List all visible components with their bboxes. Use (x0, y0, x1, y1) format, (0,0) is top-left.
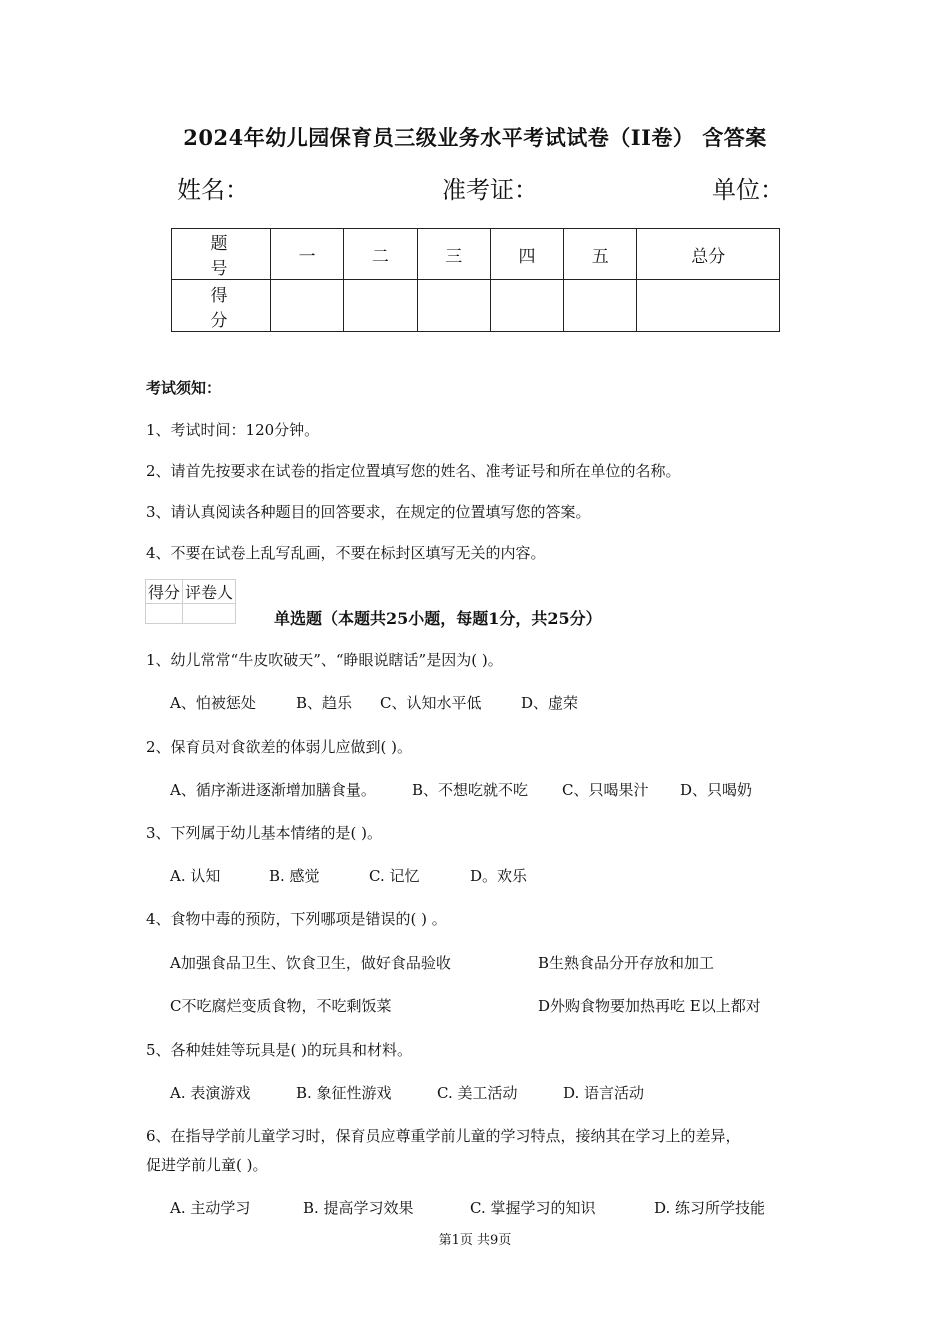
question-option[interactable]: D. 练习所学技能 (654, 1199, 766, 1217)
page-title: 2024年幼儿园保育员三级业务水平考试试卷（II卷） 含答案 (183, 125, 767, 150)
score-table-cell: 二 (344, 229, 417, 280)
page-footer: 第1页 共9页 (438, 1233, 512, 1248)
score-table (171, 228, 780, 332)
grader-box (145, 579, 236, 624)
score-table-cell: 三 (417, 229, 490, 280)
question-option[interactable]: A、怕被惩处 (170, 694, 256, 712)
grader-score-cell[interactable] (146, 604, 183, 624)
score-table-cell: 五 (564, 229, 637, 280)
question-option[interactable]: D。欢乐 (470, 867, 528, 885)
question-option[interactable]: A加强食品卫生、饮食卫生，做好食品验收 (170, 954, 451, 972)
question-option[interactable]: C. 记忆 (369, 867, 420, 885)
score-table-cell: 总分 (637, 229, 780, 280)
question-option[interactable]: B. 提高学习效果 (303, 1199, 414, 1217)
score-entry-cell[interactable] (490, 280, 563, 332)
notice-item: 1、考试时间：120分钟。 (146, 421, 320, 439)
question-option[interactable]: B. 感觉 (269, 867, 320, 885)
question-option[interactable]: A. 认知 (170, 867, 221, 885)
exam-id-label: 准考证： (442, 176, 538, 204)
question-option[interactable]: B、趋乐 (296, 694, 353, 712)
question-option[interactable]: C不吃腐烂变质食物，不吃剩饭菜 (170, 997, 392, 1015)
question-option[interactable]: C、只喝果汁 (562, 781, 649, 799)
score-table-cell: 题 号 (172, 229, 271, 280)
notice-title: 考试须知： (146, 379, 222, 397)
question-option[interactable]: D、只喝奶 (680, 781, 753, 799)
question-option[interactable]: C、认知水平低 (380, 694, 482, 712)
question-option[interactable]: B. 象征性游戏 (296, 1084, 392, 1102)
grader-score-label: 得分 (146, 580, 183, 604)
question-stem: 5、各种娃娃等玩具是( )的玩具和材料。 (146, 1041, 413, 1059)
score-entry-cell[interactable] (637, 280, 780, 332)
question-option[interactable]: D. 语言活动 (563, 1084, 645, 1102)
question-option[interactable]: D外购食物要加热再吃 E以上都对 (538, 997, 761, 1015)
score-entry-cell[interactable] (344, 280, 417, 332)
score-table-cell: 四 (490, 229, 563, 280)
name-label: 姓名： (177, 176, 249, 204)
score-entry-cell[interactable] (417, 280, 490, 332)
question-stem: 6、在指导学前儿童学习时，保育员应尊重学前儿童的学习特点，接纳其在学习上的差异， (146, 1127, 741, 1145)
question-option[interactable]: B生熟食品分开存放和加工 (538, 954, 715, 972)
grader-name-cell[interactable] (183, 604, 236, 624)
question-option[interactable]: D、虚荣 (521, 694, 579, 712)
question-option[interactable]: C. 掌握学习的知识 (470, 1199, 596, 1217)
notice-item: 4、不要在试卷上乱写乱画，不要在标封区填写无关的内容。 (146, 544, 546, 562)
question-stem: 2、保育员对食欲差的体弱儿应做到( )。 (146, 738, 413, 756)
score-table-score-row (172, 280, 780, 332)
score-table-header-row (172, 229, 780, 280)
question-option[interactable]: A. 表演游戏 (170, 1084, 251, 1102)
question-option[interactable]: A. 主动学习 (170, 1199, 251, 1217)
notice-item: 3、请认真阅读各种题目的回答要求，在规定的位置填写您的答案。 (146, 503, 591, 521)
question-option[interactable]: B、不想吃就不吃 (412, 781, 529, 799)
score-entry-cell[interactable] (271, 280, 344, 332)
section-title: 单选题（本题共25小题，每题1分，共25分） (274, 609, 602, 628)
score-table-cell: 一 (271, 229, 344, 280)
question-option[interactable]: A、循序渐进逐渐增加膳食量。 (170, 781, 376, 799)
question-stem: 促进学前儿童( )。 (146, 1156, 268, 1174)
question-stem: 3、下列属于幼儿基本情绪的是( )。 (146, 824, 383, 842)
grader-name-label: 评卷人 (183, 580, 236, 604)
score-entry-cell[interactable] (564, 280, 637, 332)
unit-label: 单位： (712, 176, 784, 204)
question-stem: 1、幼儿常常“牛皮吹破天”、“睁眼说瞎话”是因为( )。 (146, 651, 503, 669)
score-table-cell: 得 分 (172, 280, 271, 332)
question-option[interactable]: C. 美工活动 (437, 1084, 518, 1102)
notice-item: 2、请首先按要求在试卷的指定位置填写您的姓名、准考证号和所在单位的名称。 (146, 462, 681, 480)
question-stem: 4、食物中毒的预防，下列哪项是错误的( ) 。 (146, 910, 447, 928)
